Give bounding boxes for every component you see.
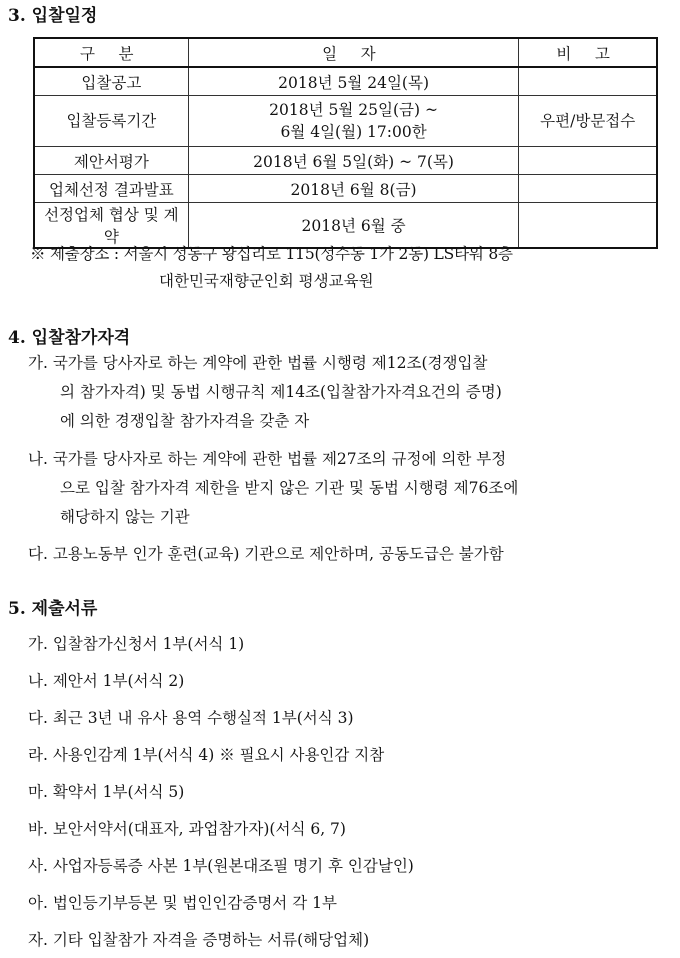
qualification-item-ga-cont: 에 의한 경쟁입찰 참가자격을 갖춘 자	[60, 412, 310, 430]
table-cell-item: 업체선정 결과발표	[34, 175, 188, 203]
table-header-row	[34, 38, 657, 67]
document-item: 바. 보안서약서(대표자, 과업참가자)(서식 6, 7)	[28, 820, 346, 838]
table-cell-note	[519, 67, 657, 96]
document-item: 가. 입찰참가신청서 1부(서식 1)	[28, 635, 245, 653]
section-heading-documents: 5. 제출서류	[8, 599, 98, 619]
table-cell-item: 제안서평가	[34, 147, 188, 175]
table-cell-date: 2018년 6월 8(금)	[188, 175, 519, 203]
qualification-item-na: 나. 국가를 당사자로 하는 계약에 관한 법률 제27조의 규정에 의한 부정	[28, 450, 507, 468]
qualification-item-ga-cont: 의 참가자격) 및 동법 시행규칙 제14조(입찰참가자격요건의 증명)	[60, 383, 502, 401]
submission-place-org: 대한민국재향군인회 평생교육원	[159, 272, 374, 290]
date-line: 2018년 5월 25일(금) ~	[269, 101, 438, 119]
table-cell-item: 입찰등록기간	[34, 96, 188, 147]
document-item: 라. 사용인감계 1부(서식 4) ※ 필요시 사용인감 지참	[28, 746, 385, 764]
qualification-item-da: 다. 고용노동부 인가 훈련(교육) 기관으로 제안하며, 공동도급은 불가함	[28, 545, 504, 563]
table-cell-note	[519, 147, 657, 175]
document-item: 나. 제안서 1부(서식 2)	[28, 672, 185, 690]
table-row	[34, 96, 657, 147]
document-item: 자. 기타 입찰참가 자격을 증명하는 서류(해당업체)	[28, 931, 370, 949]
qualification-item-na-cont: 으로 입찰 참가자격 제한을 받지 않은 기관 및 동법 시행령 제76조에	[60, 479, 519, 497]
document-item: 사. 사업자등록증 사본 1부(원본대조필 명기 후 인감날인)	[28, 857, 414, 875]
section-heading-schedule: 3. 입찰일정	[8, 6, 98, 26]
table-row	[34, 203, 657, 249]
table-cell-note: 우편/방문접수	[519, 96, 657, 147]
document-item: 마. 확약서 1부(서식 5)	[28, 783, 185, 801]
table-cell-note	[519, 175, 657, 203]
table-row	[34, 147, 657, 175]
table-row	[34, 67, 657, 96]
table-header: 비 고	[519, 38, 657, 67]
schedule-table	[33, 37, 658, 249]
table-cell-date: 2018년 5월 24일(목)	[188, 67, 519, 96]
document-item: 아. 법인등기부등본 및 법인인감증명서 각 1부	[28, 894, 337, 912]
document-item: 다. 최근 3년 내 유사 용역 수행실적 1부(서식 3)	[28, 709, 354, 727]
section-heading-qualification: 4. 입찰참가자격	[8, 328, 131, 348]
date-line: 6월 4일(월) 17:00한	[280, 123, 427, 141]
table-cell-date: 2018년 6월 5일(화) ~ 7(목)	[188, 147, 519, 175]
table-header: 구 분	[34, 38, 188, 67]
table-row	[34, 175, 657, 203]
table-cell-date	[188, 96, 519, 147]
table-cell-date: 2018년 6월 중	[188, 203, 519, 249]
qualification-item-ga: 가. 국가를 당사자로 하는 계약에 관한 법률 시행령 제12조(경쟁입찰	[28, 354, 488, 372]
table-cell-note	[519, 203, 657, 249]
submission-place-note: ※ 제출장소 : 서울시 성동구 왕십리로 115(성수동 1가 2동) LS타워 8층	[30, 245, 513, 263]
table-cell-item: 선정업체 협상 및 계약	[34, 203, 188, 249]
table-header: 일 자	[188, 38, 519, 67]
table-cell-item: 입찰공고	[34, 67, 188, 96]
qualification-item-na-cont: 해당하지 않는 기관	[60, 508, 190, 526]
